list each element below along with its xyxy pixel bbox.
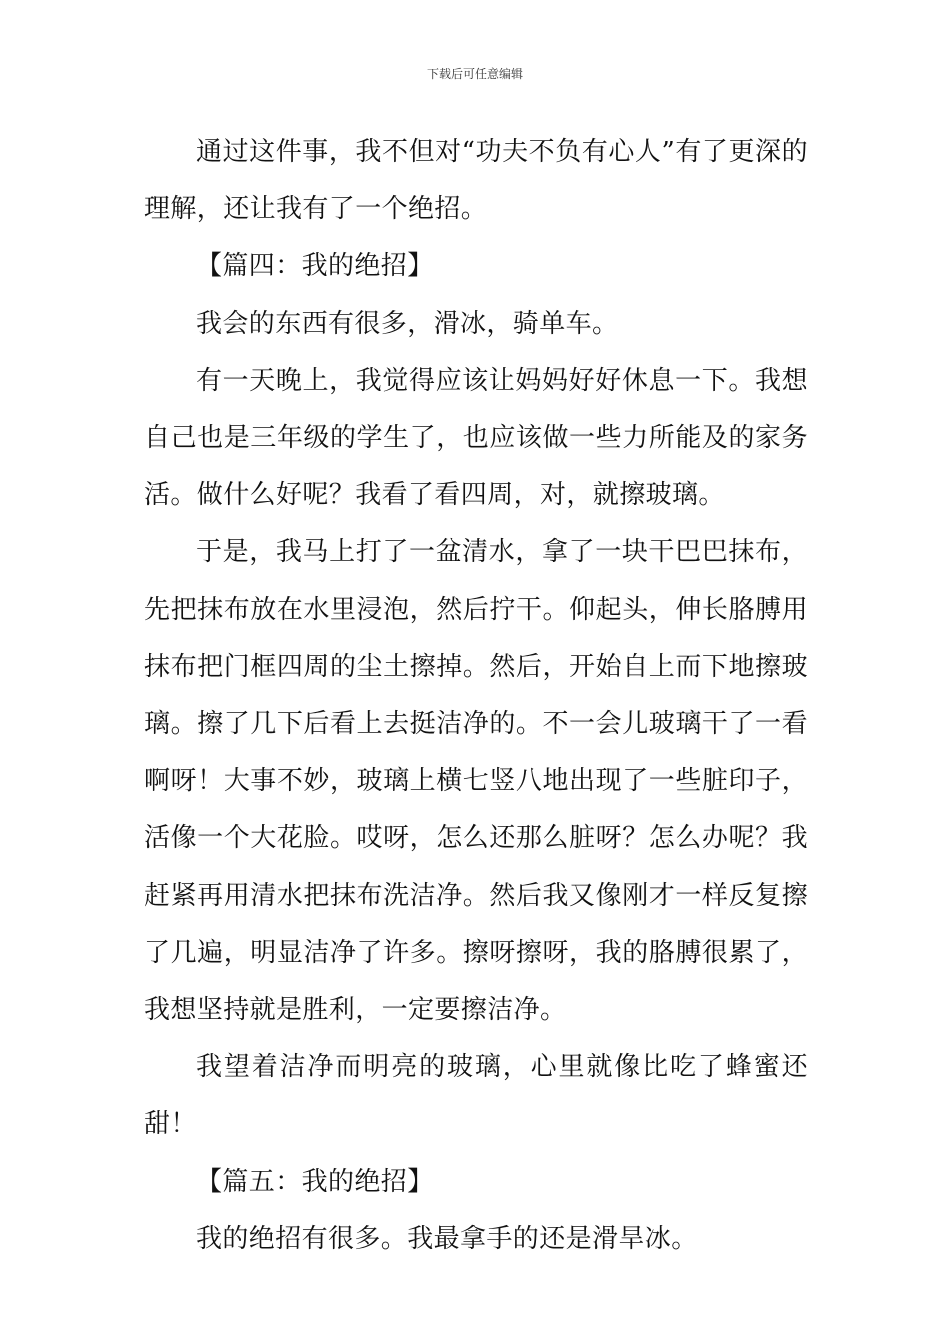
paragraph-evening: 有一天晚上，我觉得应该让妈妈好好休息一下。我想自己也是三年级的学生了，也应该做一些力所能及的家务活。做什么好呢？我看了看四周，对，就擦玻璃。 [144, 365, 808, 511]
document-body [144, 124, 808, 1268]
paragraph-skills: 我会的东西有很多，滑冰，骑单车。 [196, 308, 619, 339]
paragraph-conclusion: 通过这件事，我不但对“功夫不负有心人”有了更深的理解，还让我有了一个绝招。 [144, 137, 808, 225]
paragraph-cleaning-glass: 于是，我马上打了一盆清水，拿了一块干巴巴抹布，先把抹布放在水里浸泡，然后拧干。仰起头，伸长胳膊用抹布把门框四周的尘土擦掉。然后，开始自上而下地擦玻璃。擦了几下后看上去挺洁净的。不一会儿玻璃干了一看啊呀！大事不妙，玻璃上横七竖八地出现了一些脏印子，活像一个大花脸。哎呀，怎么还那么脏呀？怎么办呢？我赶紧再用清水把抹布洗洁净。然后我又像刚才一样反复擦了几遍，明显洁净了许多。擦呀擦呀，我的胳膊很累了，我想坚持就是胜利，一定要擦洁净。 [144, 537, 808, 1026]
page-header: 下载后可任意编辑 [426, 67, 523, 81]
section-heading-chapter-4: 【篇四：我的绝招】 [196, 251, 434, 282]
paragraph-roller-skating: 我的绝招有很多。我最拿手的还是滑旱冰。 [196, 1223, 698, 1254]
section-heading-chapter-5: 【篇五：我的绝招】 [196, 1166, 434, 1197]
paragraph-result: 我望着洁净而明亮的玻璃，心里就像比吃了蜂蜜还甜！ [144, 1052, 808, 1140]
